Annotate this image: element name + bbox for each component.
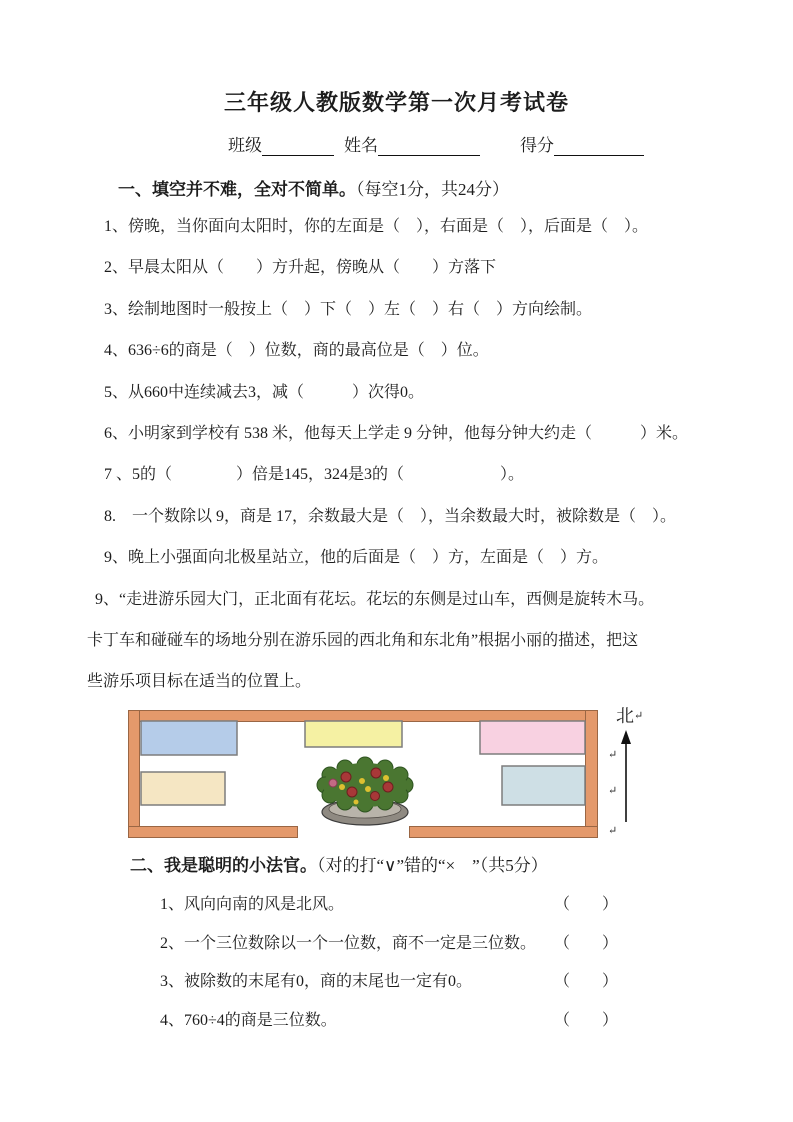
question-line-4: 4、636÷6的商是（ ）位数，商的最高位是（ ）位。 — [104, 342, 489, 360]
site-box-west — [141, 772, 225, 805]
question-line-5: 5、从660中连续减去3，减（ ）次得0。 — [104, 383, 425, 401]
class-label: 班级 — [228, 136, 262, 155]
judge-answer-slot: （ ） — [553, 934, 618, 952]
park-map-figure — [0, 708, 793, 846]
question-line-9b-cont2: 些游乐项目标在适当的位置上。 — [87, 673, 312, 691]
return-mark-icon: ↵ — [608, 749, 618, 761]
judge-item-text: 3、被除数的末尾有0，商的末尾也一定有0。 — [160, 973, 473, 991]
north-label: 北 — [616, 706, 634, 726]
return-mark-icon: ↵ — [608, 785, 618, 797]
question-line-8: 8. 一个数除以 9，商是 17，余数最大是（ ），当余数最大时，被除数是（ ）。 — [104, 507, 677, 525]
judge-item-text: 1、风向向南的风是北风。 — [160, 896, 345, 913]
flower-bed — [317, 757, 413, 825]
score-field — [520, 131, 644, 156]
section1-heading — [118, 175, 509, 200]
judge-answer-slot: （ ） — [553, 896, 618, 913]
section2-heading — [130, 851, 548, 876]
wall-bottom-right — [410, 827, 598, 838]
score-label: 得分 — [520, 136, 554, 155]
north-indicator — [602, 702, 672, 852]
judge-answer-slot: （ ） — [553, 973, 618, 991]
section1-heading-note: （每空1分，共24分） — [356, 180, 509, 199]
site-box-north — [305, 721, 402, 747]
score-blank-line — [554, 138, 644, 156]
site-box-northwest — [141, 721, 237, 755]
page-title: 三年级人教版数学第一次月考试卷 — [223, 90, 569, 115]
return-mark-icon: ↵ — [634, 710, 644, 722]
question-line-3: 3、绘制地图时一般按上（ ）下（ ）左（ ）右（ ）方向绘制。 — [104, 300, 593, 318]
question-line-9b-cont1: 卡丁车和碰碰车的场地分别在游乐园的西北角和东北角”根据小丽的描述，把这 — [87, 631, 639, 649]
judge-item-2 — [160, 925, 618, 964]
judge-item-4 — [160, 1002, 618, 1041]
north-label-row — [616, 702, 643, 728]
return-mark-icon: ↵ — [608, 825, 618, 837]
section2-heading-title: 二、我是聪明的小法官。 — [130, 856, 317, 875]
section1-questions — [87, 206, 764, 703]
judge-answer-slot: （ ） — [553, 1011, 618, 1029]
north-arrow-icon — [614, 730, 638, 824]
wall-top — [129, 711, 598, 722]
class-blank-line — [262, 138, 334, 156]
question-line-1: 1、傍晚，当你面向太阳时，你的左面是（ ），右面是（ ），后面是（ ）。 — [104, 218, 649, 235]
question-line-2: 2、早晨太阳从（ ）方升起，傍晚从（ ）方落下 — [104, 259, 497, 277]
site-box-northeast — [480, 721, 585, 754]
judge-item-3 — [160, 963, 618, 1002]
name-field — [344, 131, 480, 156]
question-line-9b: 9、“走进游乐园大门，正北面有花坛。花坛的东侧是过山车，西侧是旋转木马。 — [95, 590, 655, 608]
wall-bottom-left — [129, 827, 298, 838]
class-field — [228, 131, 334, 156]
question-line-6: 6、小明家到学校有 538 米，他每天上学走 9 分钟，他每分钟大约走（ ）米。 — [104, 424, 689, 442]
site-box-east — [502, 766, 585, 805]
judge-item-1 — [160, 886, 618, 925]
question-line-9: 9、晚上小强面向北极星站立，他的后面是（ ）方，左面是（ ）方。 — [104, 549, 609, 567]
question-line-7: 7 、5的（ ）倍是145，324是3的（ ）。 — [104, 466, 525, 484]
student-info-line — [228, 131, 644, 156]
section1-heading-title: 一、填空并不难，全对不简单。 — [118, 180, 356, 199]
name-label: 姓名 — [344, 136, 378, 155]
judge-item-text: 4、760÷4的商是三位数。 — [160, 1011, 337, 1029]
section2-heading-note: （对的打“∨”错的“× ”（共5分） — [317, 856, 548, 875]
name-blank-line — [378, 138, 480, 156]
section2-items — [160, 886, 618, 1040]
wall-right — [586, 711, 598, 838]
judge-item-text: 2、一个三位数除以一个一位数，商不一定是三位数。 — [160, 934, 537, 952]
wall-left — [129, 711, 140, 838]
amusement-park-map — [128, 710, 598, 840]
